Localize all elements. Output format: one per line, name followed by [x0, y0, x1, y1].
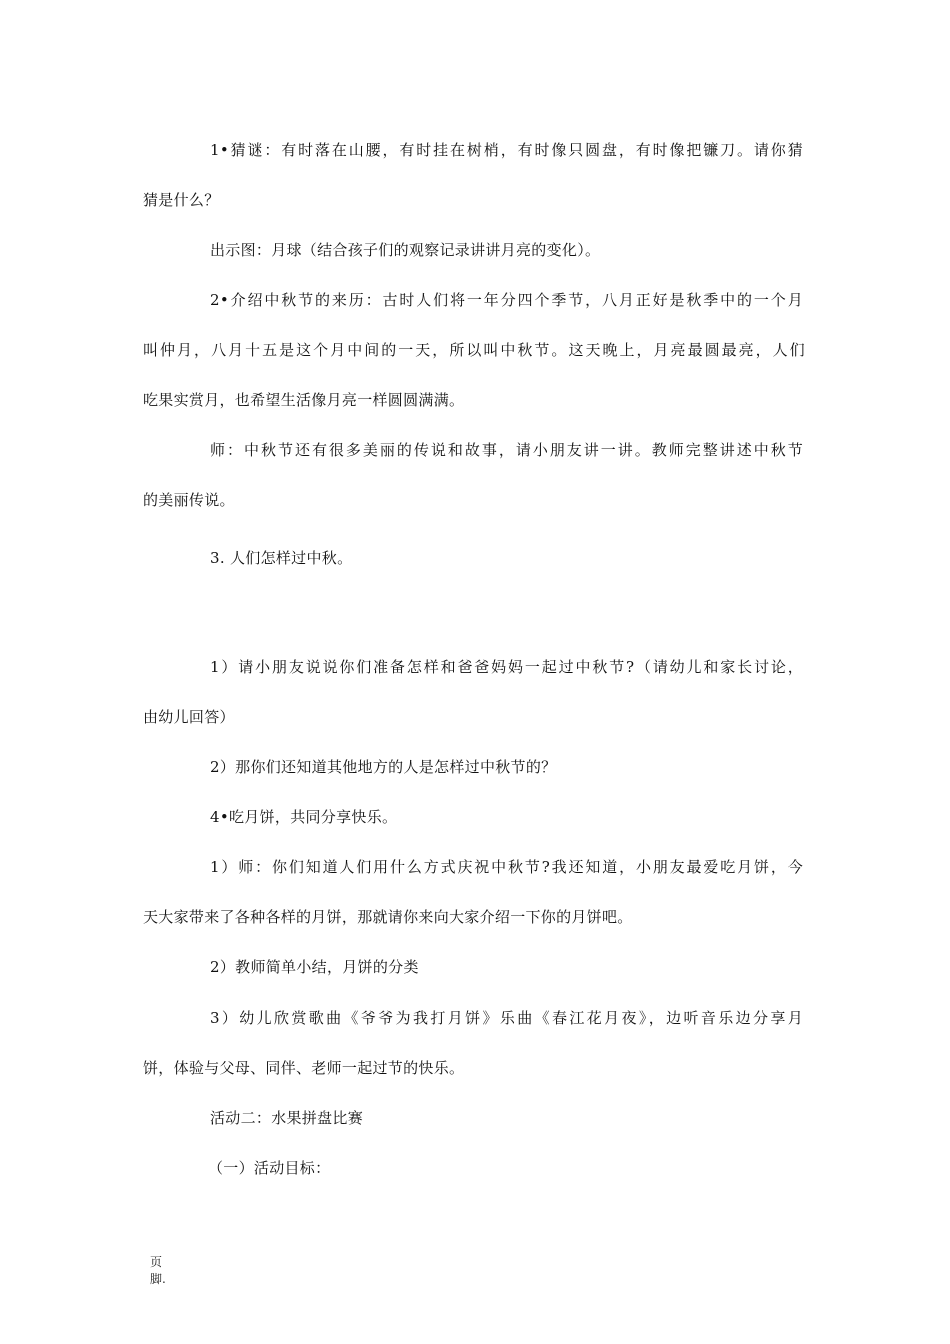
section-subheading: （一）活动目标：: [208, 1159, 331, 1177]
section-heading: 3. 人们怎样过中秋。: [210, 549, 353, 567]
paragraph-line: 2•介绍中秋节的来历：古时人们将一年分四个季节，八月正好是秋季中的一个月: [210, 291, 803, 309]
section-heading: 活动二：水果拼盘比赛: [210, 1109, 364, 1127]
paragraph-line: 饼，体验与父母、同伴、老师一起过节的快乐。: [143, 1059, 465, 1077]
paragraph-line: 叫仲月，八月十五是这个月中间的一天，所以叫中秋节。这天晚上，月亮最圆最亮，人们: [143, 341, 805, 359]
paragraph-line: 天大家带来了各种各样的月饼，那就请你来向大家介绍一下你的月饼吧。: [143, 908, 633, 926]
paragraph-line: 师：中秋节还有很多美丽的传说和故事，请小朋友讲一讲。教师完整讲述中秋节: [210, 441, 803, 459]
paragraph-line: 2）教师简单小结，月饼的分类: [210, 958, 419, 976]
paragraph-line: 由幼儿回答）: [143, 708, 235, 726]
paragraph-line: 猜是什么？: [143, 191, 220, 209]
paragraph-line: 1）师：你们知道人们用什么方式庆祝中秋节?我还知道，小朋友最爱吃月饼，今: [210, 858, 803, 876]
paragraph-line: 出示图：月球（结合孩子们的观察记录讲讲月亮的变化）。: [210, 241, 601, 259]
paragraph-line: 2）那你们还知道其他地方的人是怎样过中秋节的？: [210, 758, 557, 776]
footer-line-1: 页: [150, 1255, 163, 1269]
section-heading: 4•吃月饼，共同分享快乐。: [210, 808, 398, 826]
paragraph-line: 1•猜谜：有时落在山腰，有时挂在树梢，有时像只圆盘，有时像把镰刀。请你猜: [210, 141, 803, 159]
paragraph-line: 3）幼儿欣赏歌曲《爷爷为我打月饼》乐曲《春江花月夜》，边听音乐边分享月: [210, 1009, 803, 1027]
paragraph-line: 1）请小朋友说说你们准备怎样和爸爸妈妈一起过中秋节?（请幼儿和家长讨论，: [210, 658, 803, 676]
footer-line-2: 脚.: [150, 1272, 166, 1286]
paragraph-line: 吃果实赏月，也希望生活像月亮一样圆圆满满。: [143, 391, 465, 409]
paragraph-line: 的美丽传说。: [143, 491, 235, 509]
